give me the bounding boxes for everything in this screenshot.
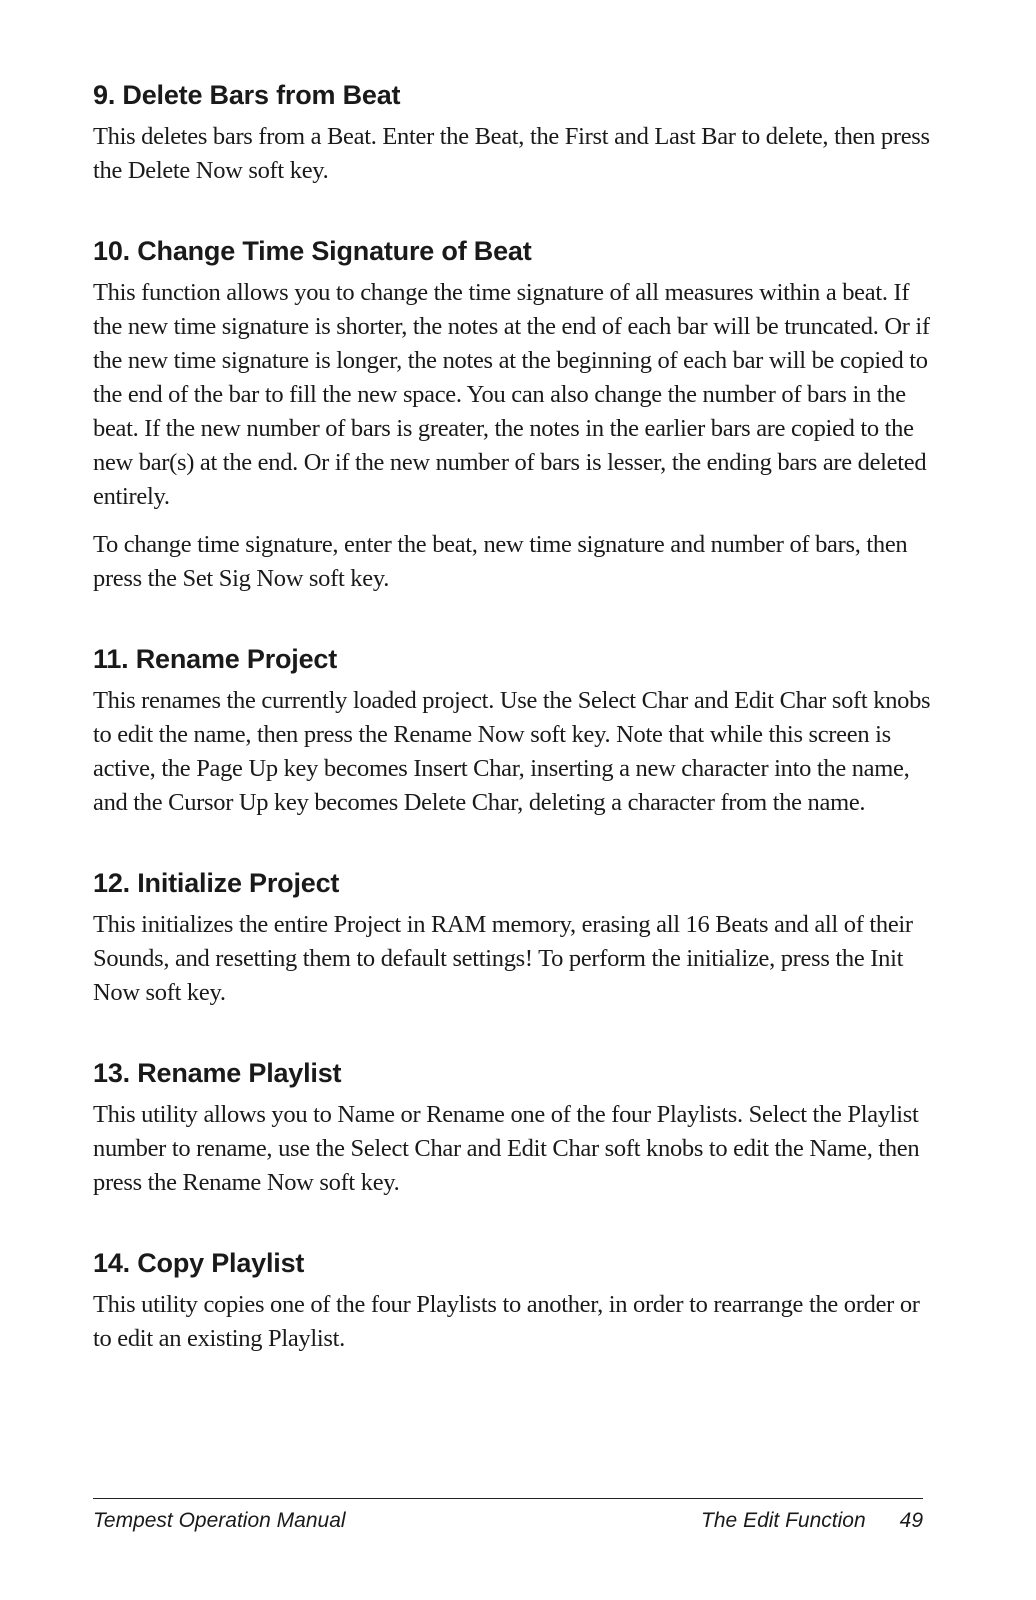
section-heading: 10. Change Time Signature of Beat xyxy=(93,236,532,266)
section-copy-playlist xyxy=(93,1246,933,1356)
footer-chapter: The Edit Function xyxy=(701,1509,866,1532)
section-heading: 11. Rename Project xyxy=(93,644,338,674)
section-change-time-signature xyxy=(93,234,933,596)
section-paragraph: This utility allows you to Name or Rename one of the four Playlists. Select the Playlist number to rename, use the Select Char and Edit Char soft knobs to edit the Name, then press the Rename Now soft key. xyxy=(93,1101,920,1196)
section-heading: 12. Initialize Project xyxy=(93,868,340,898)
section-delete-bars xyxy=(93,78,933,188)
page-footer xyxy=(93,1498,923,1533)
section-paragraph: This utility copies one of the four Playlists to another, in order to rearrange the order or to edit an existing Playlist. xyxy=(93,1291,920,1352)
page-content xyxy=(93,78,933,1402)
section-rename-project xyxy=(93,642,933,820)
section-rename-playlist xyxy=(93,1056,933,1200)
section-paragraph: This renames the currently loaded project. Use the Select Char and Edit Char soft knobs to edit the name, then press the Rename Now soft key. Note that while this screen is active, the Page Up key becomes Insert Char, inserting a new character into the name, and the Cursor Up key becomes Delete Char, deleting a character from the name. xyxy=(93,687,931,816)
section-heading: 14. Copy Playlist xyxy=(93,1248,305,1278)
section-initialize-project xyxy=(93,866,933,1010)
footer-page-number: 49 xyxy=(899,1509,923,1532)
footer-right xyxy=(701,1509,923,1533)
section-paragraph: This deletes bars from a Beat. Enter the Beat, the First and Last Bar to delete, then press the Delete Now soft key. xyxy=(93,123,930,184)
section-paragraph: This function allows you to change the time signature of all measures within a beat. If the new time signature is shorter, the notes at the end of each bar will be truncated. Or if the new time signature is longer, the notes at the beginning of each bar will be copied to the end of the bar to fill the new space. You can also change the number of bars in the beat. If the new number of bars is greater, the notes in the earlier bars are copied to the new bar(s) at the end. Or if the new number of bars is lesser, the ending bars are deleted entirely. xyxy=(93,279,930,510)
footer-manual-title: Tempest Operation Manual xyxy=(93,1509,346,1532)
section-paragraph: This initializes the entire Project in RAM memory, erasing all 16 Beats and all of their Sounds, and resetting them to default settings! To perform the initialize, press the Init Now soft key. xyxy=(93,911,913,1006)
section-heading: 13. Rename Playlist xyxy=(93,1058,342,1088)
section-paragraph: To change time signature, enter the beat, new time signature and number of bars, then press the Set Sig Now soft key. xyxy=(93,531,908,592)
section-heading: 9. Delete Bars from Beat xyxy=(93,80,401,110)
